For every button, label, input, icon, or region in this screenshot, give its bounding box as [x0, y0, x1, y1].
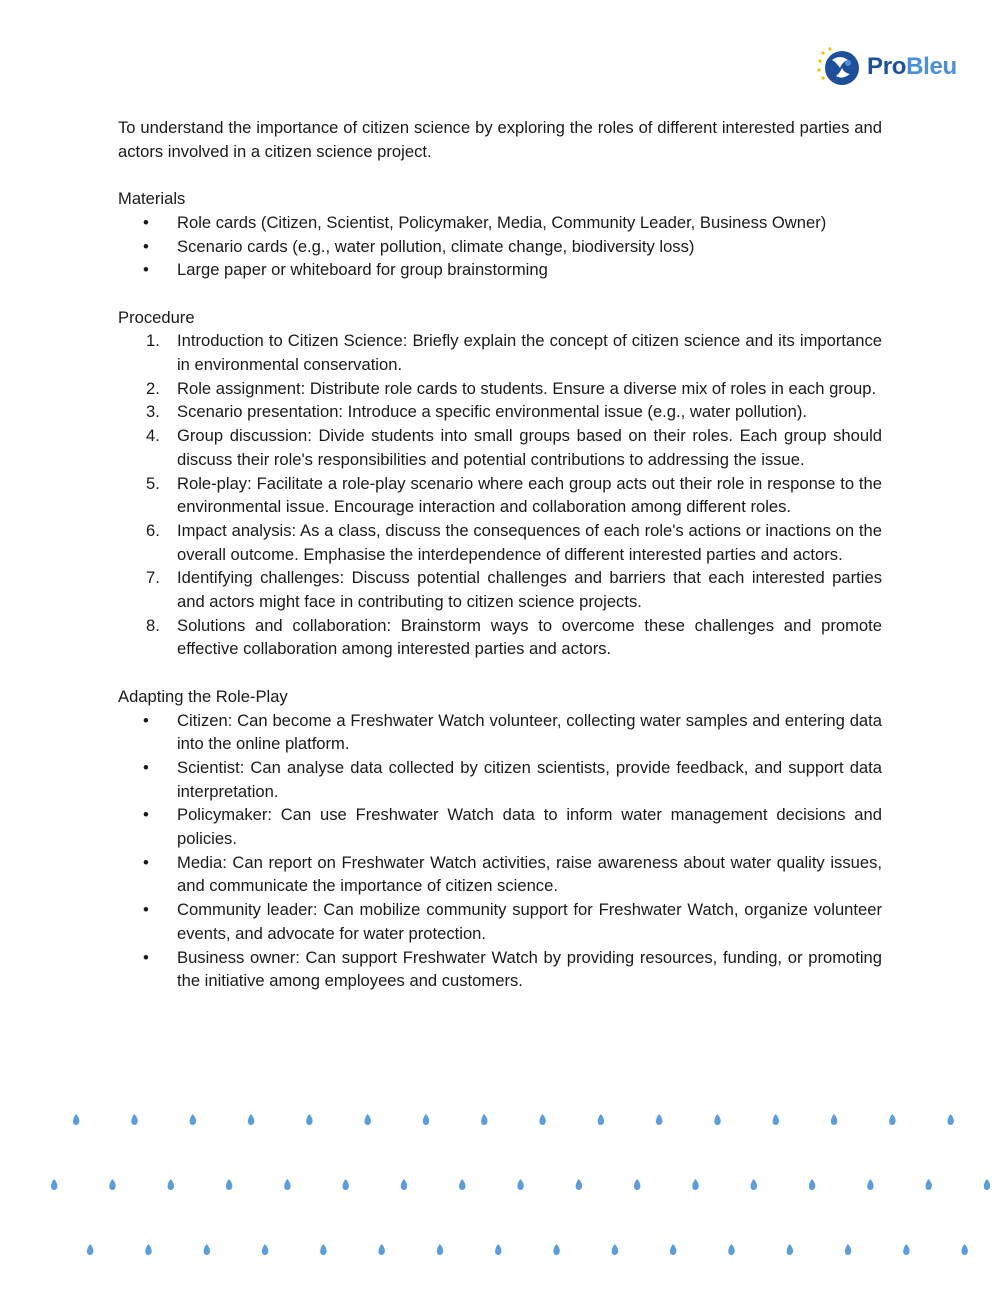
- water-drop-icon: [459, 1179, 465, 1190]
- intro-paragraph: To understand the importance of citizen science by exploring the roles of different interested parties and actors involved in a citizen science project.: [118, 118, 882, 161]
- water-drop-icon: [248, 1114, 254, 1125]
- procedure-step: 2. Role assignment: Distribute role cards to students. Ensure a diverse mix of roles in each group.: [146, 378, 877, 398]
- water-drop-icon: [612, 1244, 618, 1255]
- water-drop-icon: [773, 1114, 779, 1125]
- water-drop-icon: [495, 1244, 501, 1255]
- water-drop-icon: [131, 1114, 137, 1125]
- list-item: • Business owner: Can support Freshwater Watch by providing resources, funding, or promoting the initiative among employees and customers.: [143, 947, 882, 991]
- list-item: • Large paper or whiteboard for group brainstorming: [143, 260, 548, 280]
- water-drop-icon: [320, 1244, 326, 1255]
- water-drop-icon: [379, 1244, 385, 1255]
- water-drop-icon: [168, 1179, 174, 1190]
- procedure-step: 5. Role-play: Facilitate a role-play scenario where each group acts out their role in response to the environmental issue. Encourage interaction and collaboration among different roles.: [146, 473, 882, 517]
- probleu-logo: [815, 46, 957, 88]
- water-drop-icon: [787, 1244, 793, 1255]
- water-drops-decoration: [0, 1100, 1000, 1294]
- water-drop-icon: [845, 1244, 851, 1255]
- water-drop-icon: [423, 1114, 429, 1125]
- materials-heading: Materials: [118, 189, 186, 209]
- water-drop-icon: [539, 1114, 545, 1125]
- list-item: • Role cards (Citizen, Scientist, Policymaker, Media, Community Leader, Business Owner): [143, 212, 827, 232]
- list-item: • Scenario cards (e.g., water pollution, climate change, biodiversity loss): [143, 236, 695, 256]
- water-drop-icon: [728, 1244, 734, 1255]
- water-drop-icon: [948, 1114, 954, 1125]
- adapting-heading: Adapting the Role-Play: [118, 686, 288, 706]
- logo-text-pro: Pro: [867, 53, 907, 80]
- water-drop-icon: [809, 1179, 815, 1190]
- water-drop-icon: [831, 1114, 837, 1125]
- water-drop-icon: [751, 1179, 757, 1190]
- water-drop-icon: [481, 1114, 487, 1125]
- water-drop-icon: [670, 1244, 676, 1255]
- water-drop-icon: [109, 1179, 115, 1190]
- water-drop-icon: [962, 1244, 968, 1255]
- water-drop-icon: [87, 1244, 93, 1255]
- water-drop-icon: [714, 1114, 720, 1125]
- water-drop-icon: [306, 1114, 312, 1125]
- list-item: • Community leader: Can mobilize community support for Freshwater Watch, organize volunteer events, and advocate for water protection.: [143, 900, 882, 943]
- procedure-list: [118, 329, 882, 661]
- water-drop-icon: [634, 1179, 640, 1190]
- water-drop-icon: [401, 1179, 407, 1190]
- water-drop-icon: [903, 1244, 909, 1255]
- water-drop-icon: [226, 1179, 232, 1190]
- water-drop-icon: [73, 1114, 79, 1125]
- logo-text-bleu: Bleu: [906, 53, 957, 80]
- procedure-step: 1. Introduction to Citizen Science: Briefly explain the concept of citizen science and its importance in environmental conservation.: [146, 331, 882, 374]
- procedure-step: 3. Scenario presentation: Introduce a specific environmental issue (e.g., water pollution).: [146, 402, 807, 422]
- procedure-heading: Procedure: [118, 307, 195, 327]
- water-drop-icon: [926, 1179, 932, 1190]
- water-drop-icon: [284, 1179, 290, 1190]
- materials-list: [118, 211, 882, 282]
- water-drop-icon: [145, 1244, 151, 1255]
- list-item: • Policymaker: Can use Freshwater Watch data to inform water management decisions and policies.: [143, 805, 882, 849]
- procedure-step: 8. Solutions and collaboration: Brainstorm ways to overcome these challenges and promote effective collaboration among interested parties and actors.: [146, 615, 882, 659]
- water-drop-icon: [437, 1244, 443, 1255]
- water-drop-icon: [867, 1179, 873, 1190]
- water-drop-icon: [984, 1179, 990, 1190]
- water-drop-icon: [204, 1244, 210, 1255]
- procedure-step: 4. Group discussion: Divide students into small groups based on their roles. Each group should discuss their role's responsibilities and potential contributions to addressing the issue.: [146, 426, 882, 469]
- water-drop-icon: [517, 1179, 523, 1190]
- list-item: • Media: Can report on Freshwater Watch activities, raise awareness about water quality issues, and communicate the importance of citizen science.: [143, 852, 882, 896]
- water-drop-icon: [656, 1114, 662, 1125]
- water-drop-icon: [51, 1179, 57, 1190]
- list-item: • Scientist: Can analyse data collected by citizen scientists, provide feedback, and support data interpretation.: [143, 757, 882, 801]
- water-drop-icon: [365, 1114, 371, 1125]
- procedure-step: 6. Impact analysis: As a class, discuss the consequences of each role's actions or inactions on the overall outcome. Emphasise the interdependence of different interested parties and actors.: [146, 520, 882, 564]
- water-drop-icon: [343, 1179, 349, 1190]
- water-drop-icon: [553, 1244, 559, 1255]
- water-drop-icon: [598, 1114, 604, 1125]
- water-drop-icon: [190, 1114, 196, 1125]
- water-drop-icon: [692, 1179, 698, 1190]
- list-item: • Citizen: Can become a Freshwater Watch volunteer, collecting water samples and entering data into the online platform.: [143, 710, 882, 754]
- water-drop-icon: [889, 1114, 895, 1125]
- probleu-emblem-icon: [815, 46, 861, 88]
- water-drop-icon: [262, 1244, 268, 1255]
- water-drop-icon: [576, 1179, 582, 1190]
- adapting-list: [118, 709, 882, 993]
- document-body: [118, 116, 882, 993]
- procedure-step: 7. Identifying challenges: Discuss potential challenges and barriers that each interested parties and actors might face in contributing to citizen science projects.: [146, 568, 882, 612]
- logo-wordmark: [867, 53, 957, 81]
